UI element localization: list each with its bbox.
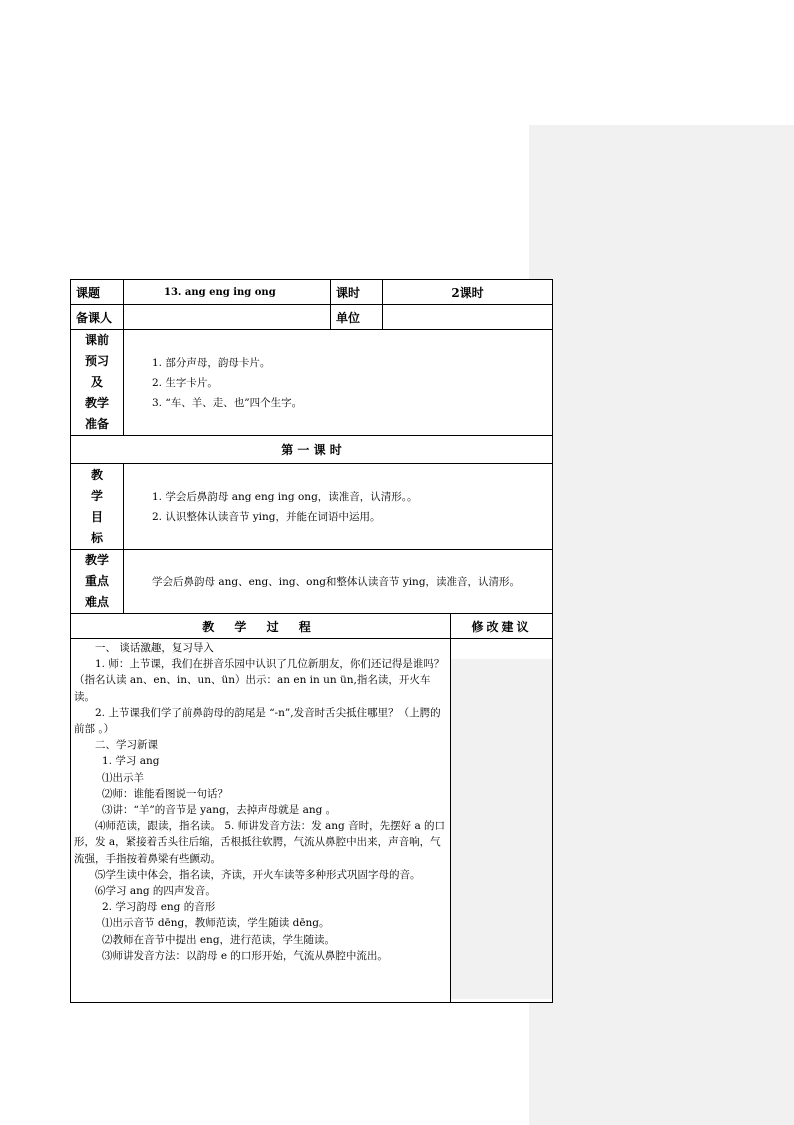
list-item: 2. 认识整体认读音节 ying，并能在词语中运用。 [152,510,381,523]
teacher-value [124,305,331,330]
focus-label: 教学 重点 难点 [71,550,124,614]
teacher-label: 备课人 [71,305,124,330]
process-body [71,639,451,1003]
teacher-row [71,305,553,330]
process-line: ⑶师讲发音方法：以韵母 e 的口形开始，气流从鼻腔中流出。 [102,949,388,962]
topic-label: 课题 [71,280,124,305]
process-line: ⑷师范读，跟读，指名读。 5. 师讲发音方法：发 ang 音时，先摆好 a 的口形，发 a，紧接着舌头往后缩，舌根抵往软腭，气流从鼻腔中出来，声音响，气流强，手指按着鼻梁有些颤动。 [74,820,446,865]
prep-list [124,330,553,436]
process-line: 1. 师：上节课，我们在拼音乐园中认识了几位新朋友，你们还记得是谁吗？ [95,658,445,671]
list-item: 1. 部分声母，韵母卡片。 [152,356,271,369]
unit-label: 单位 [331,305,383,330]
goals-list [124,464,553,550]
process-line: ⑹学习 ang 的四声发音。 [95,885,216,898]
process-row [71,639,553,1003]
process-line: 一、 谈话激趣，复习导入 [95,642,214,654]
suggest-area [451,659,552,999]
prep-label: 课前 预习 及 教学 准备 [71,330,124,436]
suggest-body [451,639,553,1003]
goals-row [71,464,553,550]
process-header: 教 学 过 程 [71,614,451,639]
process-lines [74,640,447,964]
goals-label: 教 学 目 标 [71,464,124,550]
prep-row [71,330,553,436]
process-line: （指名认读 an、en、in、un、ün）出示：an en in un ün,指名读，开火车读。 [74,674,431,703]
comment-pane [529,125,794,1125]
focus-row [71,550,553,614]
process-header-row [71,614,553,639]
focus-text: 学会后鼻韵母 ang、eng、ing、ong和整体认读音节 ying，读准音，认清形。 [124,550,553,614]
process-line: ⑴出示音节 dēng，教师范读，学生随读 dēng。 [102,917,330,930]
process-line: 1. 学习 ang [102,755,160,768]
process-line: 2. 学习韵母 eng 的音形 [102,901,216,914]
lesson-one-row [71,436,553,464]
lesson-plan-table [70,279,553,1003]
process-line: ⑵师：谁能看图说一句话？ [102,787,228,800]
process-line: ⑶讲：“羊”的音节是 yang，去掉声母就是 ang 。 [102,804,337,817]
list-item: 3. “车、羊、走、也”四个生字。 [152,396,303,409]
period-value: 2课时 [383,280,553,305]
list-item: 2. 生字卡片。 [152,376,218,389]
unit-value [383,305,553,330]
process-line: 二、学习新课 [95,739,158,752]
lesson-one-title: 第 一 课 时 [71,436,553,464]
topic-row [71,280,553,305]
suggest-header: 修改建议 [451,614,553,639]
list-item: 1. 学会后鼻韵母 ang eng ing ong，读准音，认清形。。 [152,490,418,503]
process-line: ⑸学生读中体会，指名读，齐读，开火车读等多种形式巩固字母的音。 [95,868,421,881]
process-line: 2. 上节课我们学了前鼻韵母的韵尾是 “-n”,发音时舌尖抵住哪里？（上腭的前部 。） [74,706,441,736]
process-line: ⑴出示羊 [102,771,144,784]
process-line: ⑵教师在音节中提出 eng，进行范读，学生随读。 [102,933,336,946]
topic-value: 13. ang eng ing ong [124,280,331,305]
period-label: 课时 [331,280,383,305]
